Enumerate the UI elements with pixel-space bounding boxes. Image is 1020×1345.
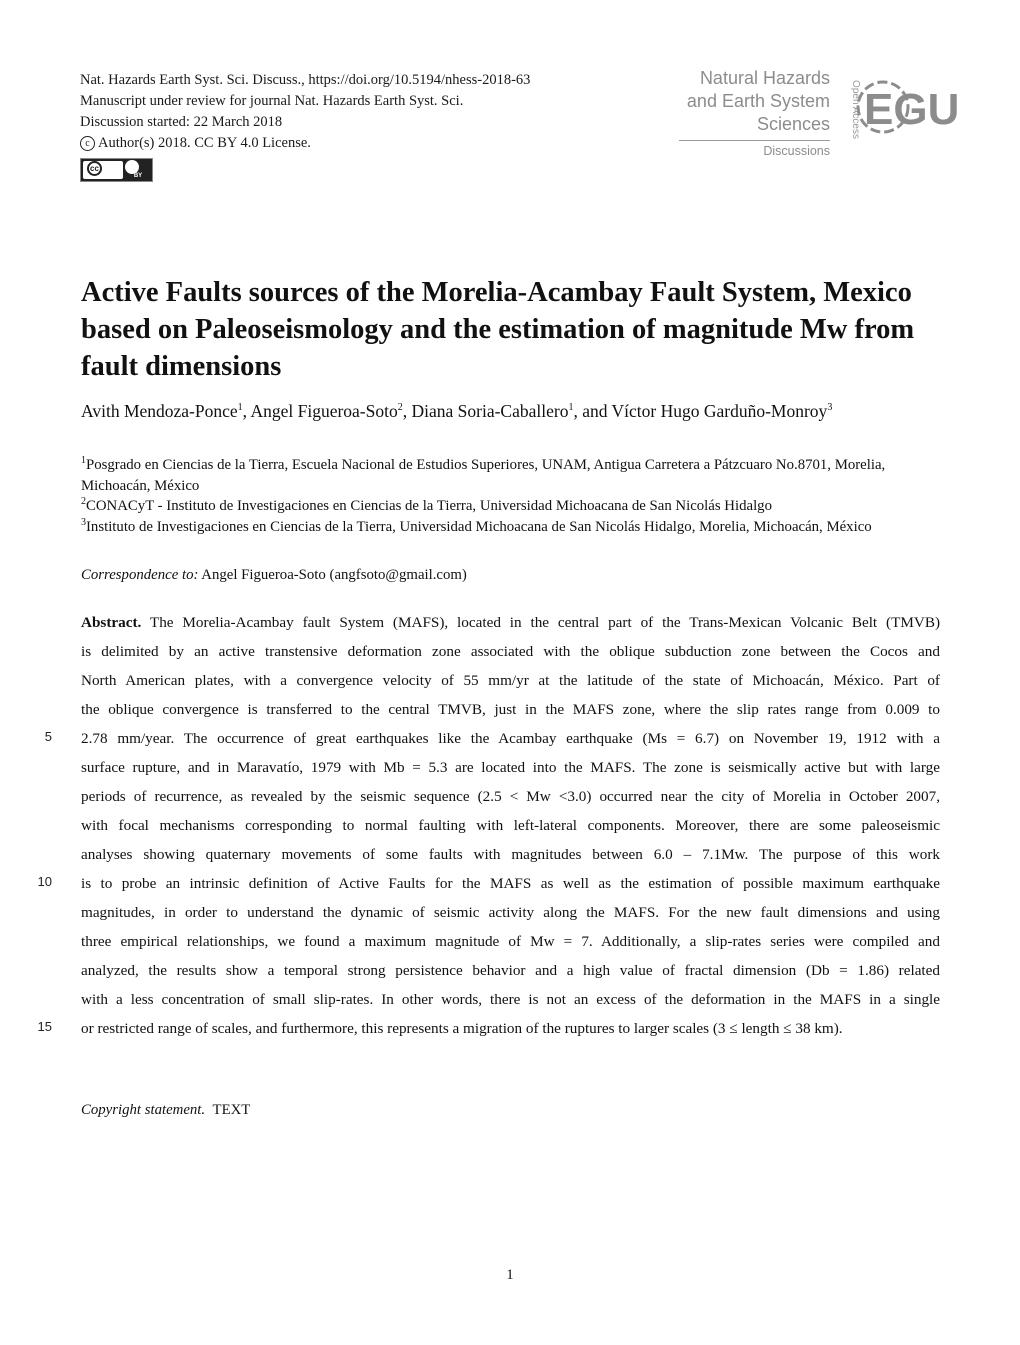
- author-list: Avith Mendoza-Ponce$^1$, Angel Figueroa-Soto$^2$, Diana Soria-Caballero$^1$, and Víctor Hugo Garduño-Monroy$^3$: [81, 401, 833, 421]
- abstract-line: surface rupture, and in Maravatío, 1979 with Mb = 5.3 are located into the MAFS. The zone is seismically active but with large: [81, 759, 940, 776]
- affiliation-item: $^1$Posgrado en Ciencias de la Tierra, Escuela Nacional de Estudios Superiores, UNAM, Antigua Carretera a Pátzcuaro No.8701, Morelia, Michoacán, México: [81, 455, 886, 494]
- abstract-line: periods of recurrence, as revealed by the seismic sequence (2.5 < Mw <3.0) occurred near the city of Morelia in October 2007,: [81, 788, 940, 805]
- abstract-line: with focal mechanisms corresponding to normal faulting with left-lateral components. Moreover, there are some paleoseismic: [81, 817, 940, 834]
- copyright-statement-text: TEXT: [212, 1102, 251, 1118]
- abstract-line: analyses showing quaternary movements of some faults with magnitudes between 6.0 – 7.1Mw. The purpose of this work: [81, 846, 940, 863]
- author-affiliation-mark: 1: [237, 402, 243, 414]
- copyright-statement: [81, 1100, 250, 1120]
- by-label: BY: [133, 173, 143, 179]
- affiliation-list: [81, 455, 951, 538]
- copyright-text: Author(s) 2018. CC BY 4.0 License.: [98, 135, 311, 151]
- by-person-icon: [125, 160, 139, 174]
- abstract-line: Abstract. The Morelia-Acambay fault System (MAFS), located in the central part of the Trans-Mexican Volcanic Belt (TMVB): [81, 614, 941, 631]
- journal-section-label: Discussions: [763, 144, 830, 158]
- abstract-line: North American plates, with a convergence velocity of 55 mm/yr at the latitude of the state of Michoacán, México. Part of: [81, 672, 940, 689]
- egu-wordmark: EGU: [864, 85, 960, 134]
- affiliation-item: $^3$Instituto de Investigaciones en Ciencias de la Tierra, Universidad Michoacana de San Nicolás Hidalgo, Morelia, Michoacán, México: [81, 517, 872, 536]
- abstract-line: or restricted range of scales, and furthermore, this represents a migration of the ruptures to larger scales (3 ≤ length ≤ 38 km).: [81, 1020, 843, 1037]
- abstract-line: is to probe an intrinsic definition of Active Faults for the MAFS as well as the estimation of possible maximum earthquake: [81, 875, 940, 892]
- cc-by-license-badge[interactable]: [80, 158, 153, 182]
- cc-icon: cc: [87, 161, 102, 176]
- author-affiliation-mark: 3: [827, 402, 833, 414]
- journal-name-line1: Natural Hazards: [699, 68, 830, 88]
- journal-name-line3: Sciences: [756, 114, 830, 134]
- egu-logo-icon: [856, 72, 960, 142]
- abstract-line: with a less concentration of small slip-rates. In other words, there is not an excess of the deformation in the MAFS in a single: [81, 991, 940, 1008]
- discussion-date-line: Discussion started: 22 March 2018: [80, 114, 283, 130]
- line-number: 5: [44, 729, 52, 744]
- manuscript-header: [80, 70, 530, 154]
- correspondence-contact[interactable]: Angel Figueroa-Soto (angfsoto@gmail.com): [201, 567, 467, 583]
- copyright-icon: c: [80, 136, 95, 151]
- affiliation-item: $^2$CONACyT - Instituto de Investigaciones en Ciencias de la Tierra, Universidad Michoacana de San Nicolás Hidalgo: [81, 496, 772, 515]
- paper-title: Active Faults sources of the Morelia-Acambay Fault System, Mexico based on Paleoseismology and the estimation of magnitude Mw from fault dimensions: [81, 277, 915, 382]
- journal-name-line2: and Earth System: [686, 91, 830, 111]
- abstract-line: three empirical relationships, we found a maximum magnitude of Mw = 7. Additionally, a slip-rates series were compiled and: [81, 933, 940, 950]
- abstract-label: Abstract.: [81, 614, 142, 631]
- open-access-label: Open Access: [849, 80, 861, 139]
- abstract-line: 2.78 mm/year. The occurrence of great earthquakes like the Acambay earthquake (Ms = 6.7) on November 19, 1912 with a: [81, 730, 940, 747]
- author-name: Angel Figueroa-Soto: [250, 401, 398, 421]
- author-affiliation-mark: 2: [397, 402, 403, 414]
- abstract-line: analyzed, the results show a temporal strong persistence behavior and a high value of fractal dimension (Db = 1.86) related: [81, 962, 940, 979]
- author-name: Diana Soria-Caballero: [411, 401, 569, 421]
- correspondence: [81, 565, 467, 585]
- journal-logo: [679, 67, 830, 159]
- line-number: 15: [37, 1019, 52, 1034]
- copyright-line: [80, 133, 530, 154]
- line-number: 10: [37, 874, 52, 889]
- review-status-line: Manuscript under review for journal Nat. Hazards Earth Syst. Sci.: [80, 93, 464, 109]
- author-name: Víctor Hugo Garduño-Monroy: [611, 401, 828, 421]
- correspondence-label: Correspondence to:: [81, 567, 199, 583]
- author-name: Avith Mendoza-Ponce: [81, 401, 238, 421]
- abstract-line: is delimited by an active transtensive deformation zone associated with the oblique subduction zone between the Cocos and: [81, 643, 940, 660]
- page-number: 1: [506, 1267, 514, 1283]
- copyright-statement-label: Copyright statement.: [81, 1102, 206, 1118]
- logo-divider: [679, 140, 830, 141]
- abstract-line: the oblique convergence is transferred to the central TMVB, just in the MAFS zone, where the slip rates range from 0.009 to: [81, 701, 940, 718]
- citation-line[interactable]: Nat. Hazards Earth Syst. Sci. Discuss., https://doi.org/10.5194/nhess-2018-63: [80, 72, 531, 88]
- abstract-line: magnitudes, in order to understand the dynamic of seismic activity along the MAFS. For the new fault dimensions and using: [81, 904, 940, 921]
- author-affiliation-mark: 1: [568, 402, 574, 414]
